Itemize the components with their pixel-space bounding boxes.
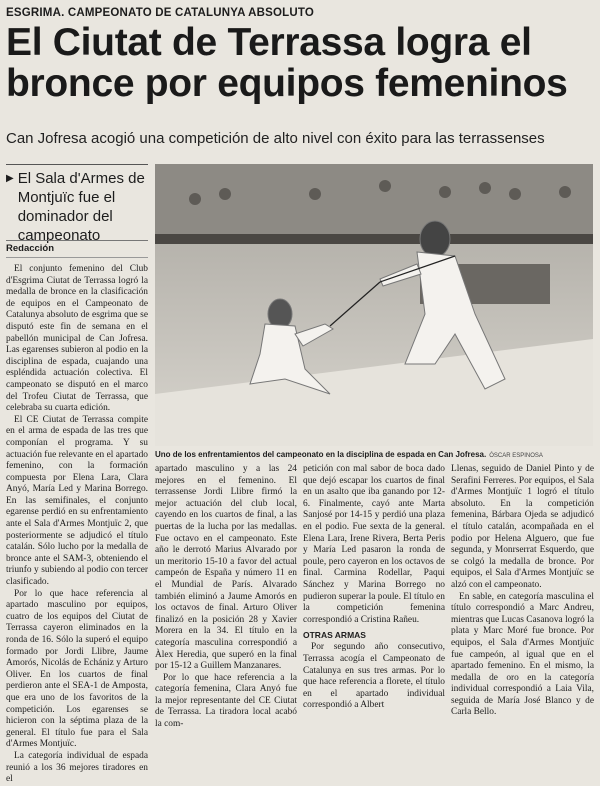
triangle-bullet-icon: ▶ [6,173,14,184]
photo-caption-text: Uno de los enfrentamientos del campeonato en la disciplina de espada en Can Jofresa. [155,450,487,459]
paragraph: Por lo que hace referencia al apartado masculino por equipos, cuatro de los equipos del Ciutat de Terrassa cayeron eliminados en la ronda de 16. Sólo la superó el equipo formado por Jordi Llibre, Jaume Amorós, Nicolás de Echániz y Arturo Oliver. En los cuartos de final perdieron ante el SEA-1 de Amposta, que era uno de los favoritos de la competición. Los egarenses se hicieron con la séptima plaza de la general. El título fue para el Sala d'Armes Montjuïc. [6,588,148,750]
paragraph: En sable, en categoría masculina el título correspondió a Marc Andreu, mientras que Lucas Casanova logró la plata y Marc Moré fue bronce. Por equipos, el Sala d'Armes Montjuïc fue campeón, al igual que en el apartado femenino. En el mismo, la medalla de oro en la categoría individual correspondió a Laia Vila, seguida de María José Blanco y de Carla Bello. [451,591,594,718]
article-column-3 [303,464,445,712]
fencing-photo [155,164,593,446]
byline: Redacción [6,240,148,258]
sidebar-highlight-text: El Sala d'Armes de Montjuïc fue el dominador del campeonato [17,170,145,244]
paragraph: Por lo que hace referencia a la categoría femenina, Clara Anyó fue la mejor representante del CE Ciutat de Terrassa. La tiradora local acabó la com- [155,672,297,730]
headline: El Ciutat de Terrassa logra el bronce por equipos femeninos [6,21,568,105]
paragraph: La categoría individual de espada reunió a los 36 mejores tiradores en el [6,750,148,785]
paragraph: El conjunto femenino del Club d'Esgrima Ciutat de Terrassa logró la medalla de bronce en la clasificación de equipos en el Campeonato de Catalunya absoluto de esgrima que se disputó este fin de semana en el pabellón municipal de Can Jofresa. Las egarenses subieron al podio en la disciplina de espada, cuajando una espléndida actuación colectiva. El campeonato se disputó en el marco del Trofeu Ciutat de Terrassa, que celebraba su cuarta edición. [6,264,148,414]
sidebar-highlight [6,164,148,245]
article-column-1 [6,264,148,786]
paragraph: petición con mal sabor de boca dado que dejó escapar los cuartos de final en un asalto que iba ganando por 12-6. Finalmente, cayó ante Marta Sanjosé por 14-15 y perdió una plaza en el podio. Fue sexta de la general. Elena Lara, Irene Rivera, Berta Peris y María Led pasaron la ronda de poule, pero cayeron en los octavos de final. Carmina Rodellar, Paqui Sánchez y Marina Borrego no pudieron superar la poule. El título en la competición femenina correspondió a Cristina Rañeu. [303,464,445,625]
section-label: ESGRIMA. CAMPEONATO DE CATALUNYA ABSOLUTO [6,7,315,19]
article-column-4 [451,464,594,719]
photo-caption [155,450,593,459]
paragraph: apartado masculino y a las 24 mejores en el femenino. El terrassense Jordi Llibre firmó la mejor actuación del club local, cayendo en los cuartos de final, a las puertas de la lucha por las medallas. Fue octavo en el campeonato. Este año le derrotó Marius Alvarado por un meritorio 15-10 a favor del actual campeón de España y número 11 en el Mundial de París. Alvarado también eliminó a Jaume Amorós en los octavos de final. Arturo Oliver finalizó en la posición 28 y Xavier Morera en la 34. El título en la categoría masculina correspondió a Àlex Heredia, que superó en la final por 15-12 a Guillem Manzanares. [155,464,297,672]
paragraph: El CE Ciutat de Terrassa compite en el arma de espada de las tres que componían el programa. Y su actuación fue relevante en el apartado femenino, con la formación compuesta por Elena Lara, Clara Anyó, María Led y Marina Borrego. En las semifinales, el conjunto egarense perdió en su enfrentamiento ante el Sala d'Armes Montjuïc 2, que posteriormente se adjudicó el título catalán. Sólo lucho por la medalla de bronce ante el SAM-3, obteniendo el triunfo y subiendo al podio con tercer clasificado. [6,414,148,588]
subheadline: Can Jofresa acogió una competición de alto nivel con éxito para las terrassenses [6,130,545,147]
article-column-2 [155,464,297,731]
photo-credit: ÓSCAR ESPINOSA [489,453,543,459]
fencing-photo-image [155,164,593,446]
subsection-heading: OTRAS ARMAS [303,630,366,641]
paragraph: Llenas, seguido de Daniel Pinto y de Serafini Ferreres. Por equipos, el Sala d'Armes Montjuïc 1 logró el título absoluto. En la competición femenina, Bárbara Ojeda se adjudicó el título catalán, acompañada en el podio por Helena Alguero, que fue segunda, y Monrserrat Esquerdo, que se colgó la medalla de bronce. Por equipos, el Sala d'Armes Montjuïc se alzó con el campeonato. [451,464,594,590]
paragraph: Por segundo año consecutivo, Terrassa acogía el Campeonato de Catalunya en sus tres armas. Por lo que hace referencia a florete, el título en el apartado individual correspondió a Albert [303,642,445,711]
